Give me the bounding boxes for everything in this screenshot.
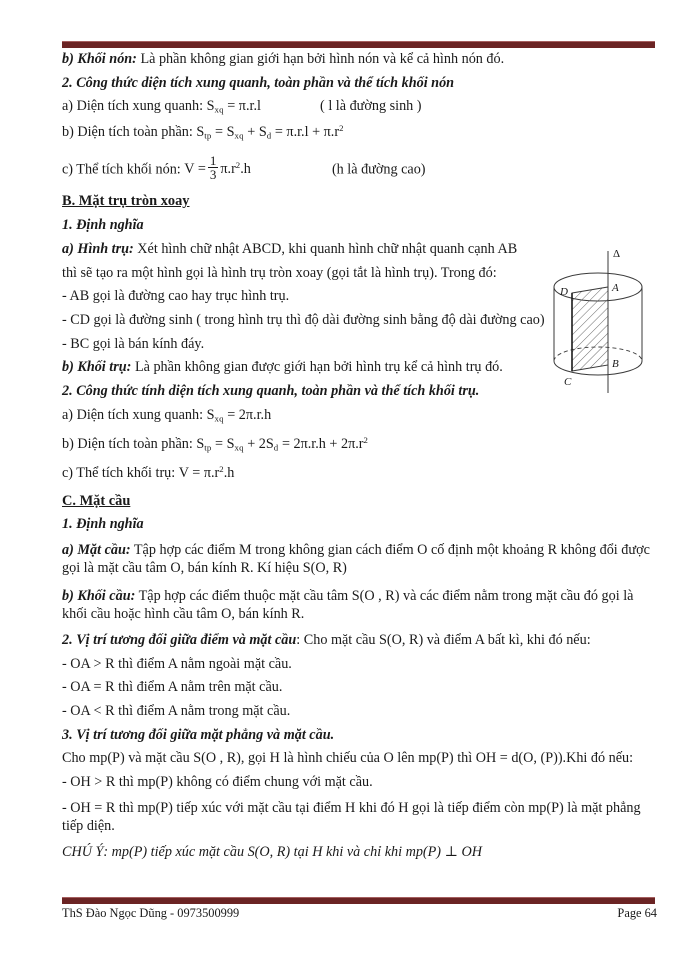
page-footer	[62, 906, 657, 921]
bullet-oa-lt	[62, 704, 657, 718]
label-delta: Δ	[613, 248, 621, 260]
hatched-rectangle	[572, 287, 608, 371]
paragraph-khoi-cau	[62, 587, 657, 623]
superscript-2: 2	[339, 123, 344, 134]
footer-rule	[62, 897, 655, 904]
heading-text-2: 2. Công thức tính diện tích xung quanh, toàn phần và thể tích khối trụ.	[62, 383, 480, 400]
text-khoi-non: Là phần không gian giới hạn bởi hình nón và kể cả hình nón đó.	[136, 51, 505, 67]
equals-1: =	[215, 124, 224, 141]
symbol-s-xq: S	[226, 124, 235, 141]
chu-y-text: CHÚ Ý: mp(P) tiếp xúc mặt cầu S(O, R) tại H khi và chỉ khi mp(P) ⊥ OH	[62, 843, 482, 860]
subscript-xq: xq	[214, 105, 224, 116]
label-stp-tru: b) Diện tích toàn phần:	[62, 436, 193, 453]
heading-vi-tri-diem-mat-cau	[62, 633, 657, 647]
text-mp-mat-cau: Cho mp(P) và mặt cầu S(O , R), gọi H là hình chiếu của O lên mp(P) thì OH = d(O, (P)).Khi đó nếu:	[62, 750, 634, 767]
symbol-s: S	[206, 98, 215, 115]
fraction-denominator: 3	[209, 166, 217, 182]
text-hinh-tru: Xét hình chữ nhật ABCD, khi quanh hình chữ nhật quanh cạnh AB	[133, 240, 518, 257]
paragraph-mat-cau	[62, 541, 657, 577]
formula-line-stp-non	[62, 124, 657, 140]
plus-2s: + 2S	[247, 436, 274, 453]
heading-text: 2. Công thức diện tích xung quanh, toàn phần và thể tích khối nón	[62, 74, 455, 91]
bullet-cd-text: - CD gọi là đường sinh ( trong hình trụ thì độ dài đường sinh bằng độ dài đường cao)	[62, 311, 545, 328]
formula-stp-non	[196, 124, 343, 140]
formula-volume-tru	[179, 465, 235, 481]
label-mat-cau: a) Mặt cầu:	[62, 542, 131, 559]
formula-rhs-2: = π.r.l + π.r	[274, 124, 340, 141]
bullet-oh-eq-text: - OH = R thì mp(P) tiếp xúc với mặt cầu tại điểm H khi đó H gọi là tiếp điểm còn mp(P) là mặt phẳng tiếp diện.	[62, 799, 641, 834]
note-duong-sinh: ( l là đường sinh )	[320, 98, 422, 115]
formula-line-volume-tru	[62, 465, 657, 480]
paragraph-khoi-non	[62, 52, 657, 66]
formula-line-stp-tru	[62, 436, 657, 452]
label-dien-tich-toan-phan: b) Diện tích toàn phần:	[62, 124, 193, 141]
document-content	[62, 52, 657, 868]
symbol-s2: S	[206, 406, 215, 423]
formula-rhs-3: = 2π.r.h	[227, 406, 272, 423]
section-c-title: C. Mặt cầu	[62, 492, 131, 509]
symbol-v: V =	[184, 161, 206, 178]
note-duong-cao: (h là đường cao)	[331, 161, 426, 178]
label-sxq-tru: a) Diện tích xung quanh:	[62, 406, 204, 423]
subheading-dinh-nghia-c	[62, 517, 657, 531]
subscript-d2: d	[273, 442, 279, 453]
section-heading-c	[62, 494, 657, 508]
symbol-s-tp2: S	[196, 436, 205, 453]
bullet-oh-eq	[62, 799, 657, 835]
formula-rhs: = π.r.l	[227, 98, 261, 115]
dinh-nghia-label-2: 1. Định nghĩa	[62, 516, 144, 533]
superscript-2d: 2	[219, 464, 224, 475]
formula-sxq-tru	[207, 407, 272, 423]
heading-text-4: 3. Vị trí tương đối giữa mặt phẳng và mặt cầu.	[62, 726, 335, 743]
dot-h: .h	[240, 161, 251, 178]
text-khoi-cau: Tập hợp các điểm thuộc mặt cầu tâm S(O , R) và các điểm nằm trong mặt cầu đó gọi là khối cầu hoặc hình cầu tâm O, bán kính R.	[62, 587, 634, 623]
subscript-xq4: xq	[234, 442, 244, 453]
subheading-dinh-nghia-b	[62, 218, 657, 232]
plus-sign: +	[247, 124, 256, 141]
bullet-ab-text: - AB gọi là đường cao hay trục hình trụ.	[62, 288, 290, 305]
text-hinh-tru-2: thì sẽ tạo ra một hình gọi là hình trụ tròn xoay (gọi tắt là hình trụ). Trong đó:	[62, 264, 497, 281]
subscript-xq3: xq	[214, 413, 224, 424]
formula-line-sxq-non	[62, 99, 657, 114]
formula-line-volume-non	[62, 154, 657, 182]
section-heading-b	[62, 194, 657, 208]
heading-text-3: 2. Vị trí tương đối giữa điểm và mặt cầu	[62, 631, 297, 648]
text-mat-cau: Tập hợp các điểm M trong không gian cách điểm O cố định một khoảng R không đổi được gọi là mặt cầu tâm O, bán kính R. Kí hiệu S(O, R)	[62, 542, 650, 577]
formula-line-sxq-tru	[62, 408, 657, 423]
label-hinh-tru: a) Hình trụ:	[62, 240, 134, 257]
note-chu-y	[62, 845, 657, 859]
fraction-one-third	[208, 154, 219, 182]
cylinder-diagram	[528, 243, 668, 398]
symbol-s-d: S	[258, 124, 267, 141]
label-c: C	[564, 376, 572, 388]
symbol-s-xq3: S	[226, 436, 235, 453]
text-khoi-tru: Là phần không gian được giới hạn bởi hình trụ kể cả hình trụ đó.	[131, 359, 503, 376]
symbol-s-tp: S	[196, 124, 205, 141]
formula-volume-non	[184, 152, 254, 182]
dot-h-2: .h	[223, 465, 235, 482]
superscript-2b: 2	[235, 160, 241, 171]
cylinder-svg	[528, 243, 668, 398]
formula-sxq-non	[207, 98, 265, 114]
bullet-oa-eq	[62, 680, 657, 694]
bullet-oa-gt	[62, 657, 657, 671]
bullet-oa-eq-text: - OA = R thì điểm A nằm trên mặt cầu.	[62, 679, 283, 696]
heading-vi-tri-mp-mat-cau	[62, 728, 657, 742]
label-khoi-non: b) Khối nón:	[62, 51, 137, 67]
heading-cong-thuc-khoi-non	[62, 76, 657, 90]
pi-r-term: π.r	[220, 161, 236, 178]
subscript-tp2: tp	[204, 442, 212, 453]
bullet-bc-text: - BC gọi là bán kính đáy.	[62, 335, 205, 352]
subscript-d: d	[266, 130, 272, 141]
label-a: A	[612, 282, 619, 294]
label-khoi-cau: b) Khối cầu:	[62, 587, 136, 604]
bullet-oh-gt-text: - OH > R thì mp(P) không có điểm chung với mặt cầu.	[62, 774, 373, 791]
paragraph-mp-mat-cau	[62, 751, 657, 765]
bullet-oa-lt-text: - OA < R thì điểm A nằm trong mặt cầu.	[62, 702, 291, 719]
fraction-numerator: 1	[209, 152, 217, 168]
formula-rhs-4: = 2π.r.h + 2π.r	[281, 436, 364, 453]
dinh-nghia-label: 1. Định nghĩa	[62, 217, 144, 234]
subscript-xq2: xq	[234, 130, 244, 141]
label-the-tich-khoi-non: c) Thể tích khối nón:	[62, 161, 181, 178]
footer-page-number: Page 64	[617, 906, 657, 920]
label-d: D	[560, 286, 568, 298]
header-rule	[62, 41, 655, 48]
label-khoi-tru: b) Khối trụ:	[62, 359, 132, 376]
subscript-tp: tp	[204, 130, 212, 141]
bullet-oa-gt-text: - OA > R thì điểm A nằm ngoài mặt cầu.	[62, 655, 292, 672]
label-b: B	[612, 358, 619, 370]
bullet-oh-gt	[62, 775, 657, 789]
superscript-2c: 2	[363, 435, 368, 446]
v-pi-r: V = π.r	[178, 465, 220, 482]
label-the-tich-khoi-tru: c) Thể tích khối trụ:	[62, 465, 176, 482]
text-vi-tri-diem: : Cho mặt cầu S(O, R) và điểm A bất kì, khi đó nếu:	[296, 631, 591, 648]
formula-stp-tru	[196, 436, 368, 452]
label-dien-tich-xung-quanh: a) Diện tích xung quanh:	[62, 98, 204, 115]
footer-author: ThS Đào Ngọc Dũng - 0973500999	[62, 906, 240, 920]
equals-2: =	[215, 436, 224, 453]
section-b-title: B. Mặt trụ tròn xoay	[62, 193, 190, 210]
